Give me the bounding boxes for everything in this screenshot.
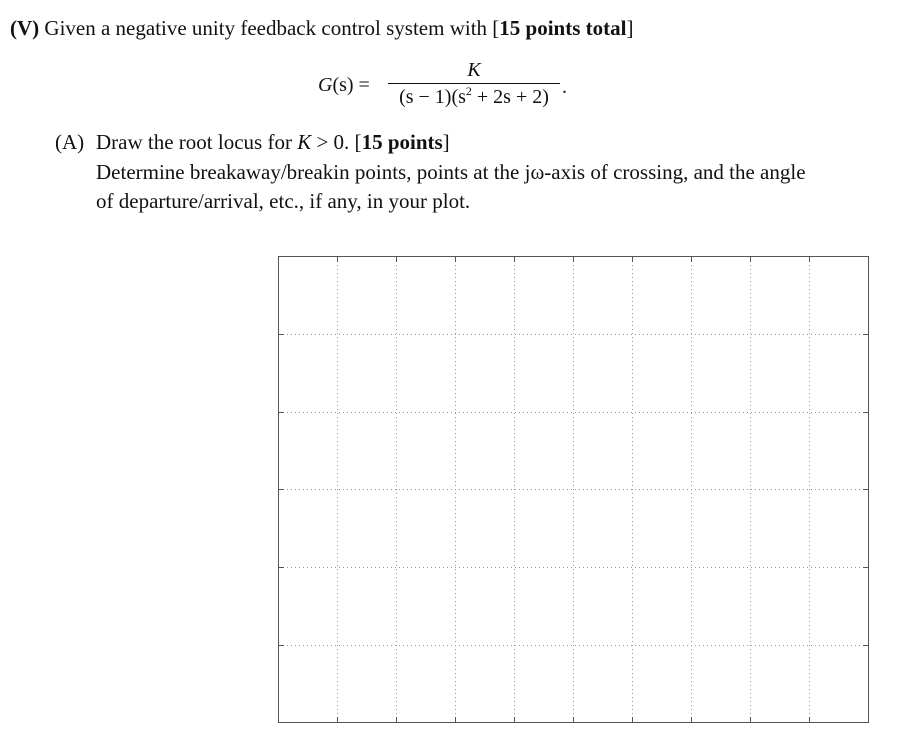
part-a-line3: of departure/arrival, etc., if any, in your plot. bbox=[96, 189, 471, 213]
problem-text: Given a negative unity feedback control system with [ bbox=[44, 16, 500, 40]
denominator-part2: + 2s + 2) bbox=[471, 86, 549, 108]
problem-points: 15 points total bbox=[499, 16, 627, 40]
part-a-label: (A) bbox=[55, 130, 85, 154]
equation-denominator bbox=[388, 84, 560, 110]
part-a-line1 bbox=[96, 128, 856, 158]
part-a-prefix: Draw the root locus for bbox=[96, 130, 298, 154]
root-locus-grid[interactable] bbox=[278, 256, 870, 724]
problem-close-bracket: ] bbox=[626, 16, 634, 40]
part-a-condition: > 0. [ bbox=[311, 130, 362, 154]
problem-label: (V) bbox=[10, 16, 40, 40]
part-a-variable: K bbox=[297, 130, 312, 154]
denominator-exponent: 2 bbox=[465, 84, 472, 98]
equation-lhs-argument: (s) = bbox=[332, 74, 370, 96]
part-a-points: 15 points bbox=[361, 130, 443, 154]
equation-numerator: K bbox=[467, 59, 481, 81]
equation-period: . bbox=[562, 76, 567, 98]
equation-fraction bbox=[388, 58, 560, 110]
part-a-text bbox=[96, 128, 856, 217]
equation-function-name: G bbox=[318, 74, 333, 96]
part-a-line2: Determine breakaway/breakin points, points at the jω-axis of crossing, and the angle bbox=[96, 159, 806, 184]
part-a-close-bracket: ] bbox=[442, 130, 450, 154]
denominator-part1: (s − 1)(s bbox=[399, 86, 466, 108]
equation-lhs bbox=[318, 74, 370, 97]
problem-heading bbox=[10, 14, 633, 42]
